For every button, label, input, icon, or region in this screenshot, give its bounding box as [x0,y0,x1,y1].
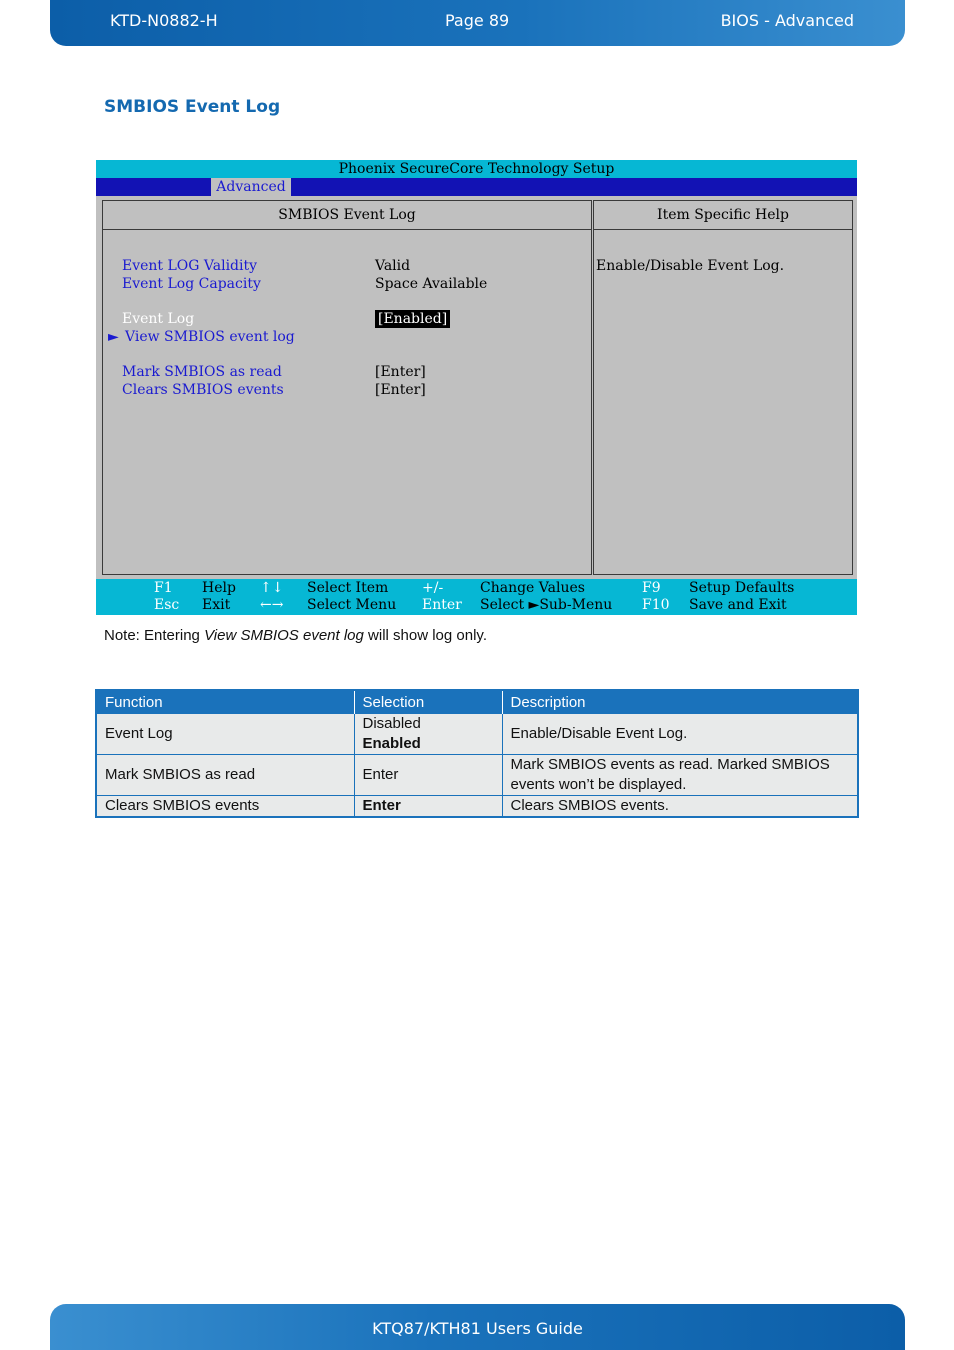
selection-option-default: Enabled [362,735,421,752]
cell-selection: Enter [354,796,502,818]
note-suffix: will show log only. [363,627,487,644]
cell-function: Event Log [96,714,354,755]
key-updown: ↑↓ [260,580,284,596]
key-updown-desc: Select Item [307,580,389,596]
note-prefix: Note: Entering [104,627,205,644]
help-panel-header: Item Specific Help [594,201,852,230]
bios-key-legend [96,579,857,615]
table-row [96,714,858,755]
doc-id: KTD-N0882-H [110,11,218,30]
key-leftright: ←→ [260,597,284,613]
item-event-log-capacity: Event Log Capacity [122,276,261,292]
footer-title: KTQ87/KTH81 Users Guide [372,1319,583,1338]
header-function: Function [96,690,354,714]
key-enter-desc: Select ►Sub-Menu [480,597,613,613]
help-text: Enable/Disable Event Log. [596,258,785,274]
header-description: Description [502,690,858,714]
key-enter: Enter [422,597,462,613]
bios-help-panel [593,200,853,575]
key-f9-desc: Setup Defaults [689,580,795,596]
main-panel-header: SMBIOS Event Log [103,201,591,230]
value-mark-smbios-as-read[interactable]: [Enter] [375,364,426,380]
key-esc-desc: Exit [202,597,231,613]
key-f1: F1 [154,580,173,596]
key-f10: F10 [642,597,670,613]
table-row [96,796,858,818]
table-row [96,755,858,796]
cell-function: Mark SMBIOS as read [96,755,354,796]
header-selection: Selection [354,690,502,714]
item-event-log[interactable]: Event Log [122,311,195,327]
cell-selection [354,714,502,755]
value-clears-smbios-events[interactable]: [Enter] [375,382,426,398]
cell-description: Mark SMBIOS events as read. Marked SMBIOS events won’t be displayed. [502,755,858,796]
note-italic: View SMBIOS event log [204,627,364,644]
bios-screenshot [96,160,857,615]
submenu-arrow-icon: ► [108,329,119,345]
tab-advanced[interactable]: Advanced [211,178,291,196]
cell-selection: Enter [354,755,502,796]
value-event-log-validity: Valid [375,258,411,274]
settings-table [95,689,859,818]
item-event-log-validity: Event LOG Validity [122,258,258,274]
key-f1-desc: Help [202,580,236,596]
page-number: Page 89 [445,11,510,30]
table-header-row [96,690,858,714]
bios-title: Phoenix SecureCore Technology Setup [96,160,857,178]
item-mark-smbios-as-read[interactable]: Mark SMBIOS as read [122,364,282,380]
page-header [50,0,905,46]
note [104,627,487,644]
bios-main-panel [102,200,592,575]
key-f9: F9 [642,580,661,596]
key-esc: Esc [154,597,180,613]
cell-function: Clears SMBIOS events [96,796,354,818]
page-footer [50,1304,905,1350]
key-plusminus: +/- [422,580,444,596]
cell-description: Clears SMBIOS events. [502,796,858,818]
section-name: BIOS - Advanced [720,11,854,30]
item-view-smbios-event-log[interactable]: View SMBIOS event log [125,329,295,345]
selection-option: Disabled [362,715,421,732]
cell-description: Enable/Disable Event Log. [502,714,858,755]
value-event-log-capacity: Space Available [375,276,488,292]
value-event-log[interactable]: [Enabled] [375,310,450,328]
bios-tab-bar [96,178,857,196]
key-leftright-desc: Select Menu [307,597,397,613]
section-title: SMBIOS Event Log [104,97,281,117]
key-f10-desc: Save and Exit [689,597,787,613]
item-clears-smbios-events[interactable]: Clears SMBIOS events [122,382,284,398]
key-plusminus-desc: Change Values [480,580,585,596]
